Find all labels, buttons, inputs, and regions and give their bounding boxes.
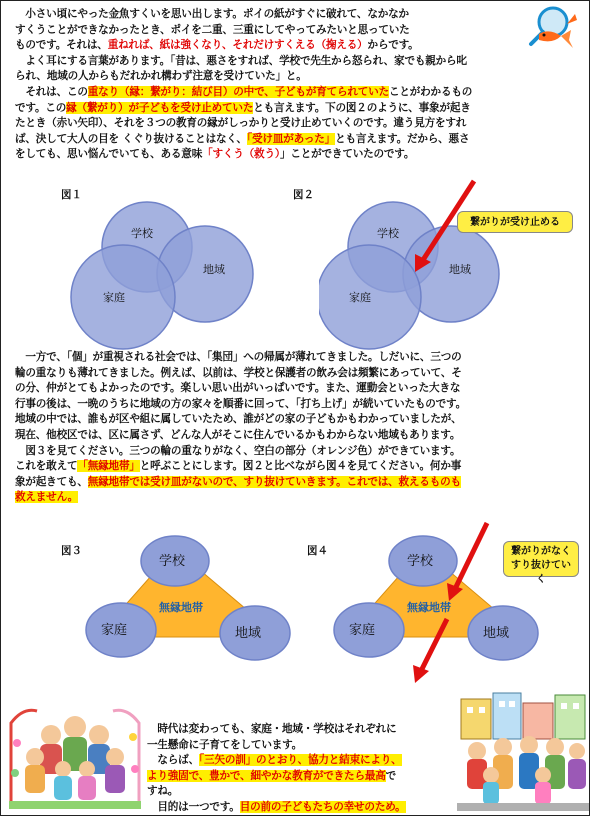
diagram-label-zone: 無縁地帯: [407, 601, 451, 614]
closing-line: 一生懸命に子育てをしています。: [147, 738, 303, 751]
highlight-emphasis: 「無縁地帯」: [77, 460, 140, 473]
intro-line: すくうことができなかったとき、ポイを二重、三重にしてやってみたいと思っていた: [15, 23, 410, 36]
figure-1-venn: [65, 201, 285, 351]
middle-line: 地域の中では、誰もが区や組に属していたため、誰がどの家の子どもかもわかっていましたが、: [15, 413, 462, 426]
closing-line: 目的は一つです。目の前の子どもたちの幸せのため。: [147, 801, 406, 813]
closing-line: より強固で、豊かで、細やかな教育ができたら最高で: [147, 769, 397, 782]
highlight-emphasis: 目の前の子どもたちの幸せのため。: [239, 801, 406, 813]
middle-line: 図３を見てください。三つの輪の重なりがなく、空白の部分（オレンジ色）ができています。: [15, 444, 461, 457]
closing-line: すね。: [147, 785, 179, 798]
townspeople-illustration: [457, 689, 589, 813]
family-illustration: [7, 703, 143, 811]
intro-line: たとき（赤い矢印）、それを３つの教育の縁がしっかりと受け止めていくのです。違う見方をすれ: [15, 117, 467, 130]
intro-line: ば、決して大人の目を くぐり抜けることはなく、「受け皿があった」とも言えます。だから、悪さ: [15, 132, 470, 145]
red-emphasis: 重ねれば、紙は強くなり、それだけすくえる（掬える）: [107, 39, 368, 52]
middle-line: 一方で、「個」が重視される社会では、「集団」への帰属が薄れてきました。しだいに、三つの: [15, 351, 462, 363]
red-emphasis: 「すくう（救う）: [202, 148, 280, 161]
figure-3-label: 図３: [61, 545, 82, 557]
closing-line: ならば、「三矢の訓」のとおり、協力と結束により、: [147, 754, 402, 767]
venn-label-school: 学校: [131, 227, 153, 240]
intro-line: それは、この重なり（縁：繋がり：結び目）の中で、子どもが育てられていたことがわかるもの: [15, 86, 473, 98]
figure-2-label: 図２: [293, 189, 314, 201]
venn-label-home: 家庭: [103, 291, 125, 304]
highlight-emphasis: 「三矢の訓」のとおり、協力と結束により、: [198, 754, 402, 767]
callout-caught: 繋がりが受け止める: [457, 211, 573, 233]
closing-line: 時代は変わっても、家庭・地域・学校はそれぞれに: [147, 723, 397, 735]
figure-3-diagram: [79, 531, 299, 671]
venn-label-community: 地域: [449, 263, 471, 276]
figure-1-label: 図１: [61, 189, 82, 201]
figure-2-venn: [319, 176, 549, 356]
diagram-label-school: 学校: [407, 554, 434, 569]
intro-line: られ、地域の人からもだれかれ構わず注意を受けていた」と。: [15, 70, 307, 83]
highlight-emphasis: 無縁地帯では受け皿がないので、すり抜けていきます。これでは、救えるものも: [87, 475, 461, 488]
middle-line: 行事の後は、一晩のうちに地域の方の家々を順番に回って、「打ち上げ」が続いていたものです。: [15, 397, 466, 410]
intro-line: をしても、思い悩んでいても、ある意味「すくう（救う）」ことができていたのです。: [15, 148, 415, 161]
intro-line: よく耳にする言葉があります。「昔は、悪さをすれば、学校で先生から怒られ、家でも親から叱: [15, 54, 467, 67]
highlight-emphasis: 「受け皿があった」: [246, 132, 336, 145]
highlight-emphasis: 救えません。: [15, 491, 78, 504]
intro-line: です。この縁（繋がり）が子どもを受け止めていたとも言えます。下の図２のように、事象が起き: [15, 101, 471, 114]
highlight-emphasis: より強固で、豊かで、細やかな教育ができたら最高: [147, 769, 386, 782]
intro-line: 小さい頃にやった金魚すくいを思い出します。ポイの紙がすぐに破れて、なかなか: [15, 8, 409, 20]
middle-line: の分、仲がとてもよかったのです。楽しい思い出がいっぱいです。また、運動会といった大きな: [15, 382, 461, 395]
diagram-label-home: 家庭: [101, 623, 128, 638]
diagram-label-community: 地域: [483, 626, 510, 641]
middle-line: 象が起きても、無縁地帯では受け皿がないので、すり抜けていきます。これでは、救えるものも: [15, 475, 461, 488]
venn-label-home: 家庭: [349, 291, 371, 304]
middle-line: 輪の重なりも薄れてきました。例えば、以前は、学校と保護者の飲み会は頻繁にあっていて、そ: [15, 366, 462, 379]
diagram-label-zone: 無縁地帯: [159, 601, 203, 614]
diagram-label-community: 地域: [235, 626, 262, 641]
middle-line: 現在、他校区では、区に属さず、どんな人がそこに住んでいるかもわからない地域もあります。: [15, 429, 461, 441]
figure-4-label: 図４: [307, 545, 328, 557]
highlight-emphasis: 重なり（縁：繋がり：結び目）の中で、子どもが育てられていた: [87, 86, 389, 98]
intro-line: ものです。それは、重ねれば、紙は強くなり、それだけすくえる（掬える）からです。: [15, 39, 419, 52]
callout-slip-through: 繋がりがなく すり抜けていく: [503, 541, 579, 577]
middle-line: [15, 490, 575, 506]
middle-line: これを敢えて「無縁地帯」と呼ぶことにします。図２と比べながら図４を見てください。何か事: [15, 460, 462, 473]
highlight-emphasis: 縁（繋がり）が子どもを受け止めていた: [66, 101, 254, 114]
diagram-label-school: 学校: [159, 554, 186, 569]
venn-label-school: 学校: [377, 227, 399, 240]
diagram-label-home: 家庭: [349, 623, 376, 638]
venn-label-community: 地域: [203, 263, 225, 276]
